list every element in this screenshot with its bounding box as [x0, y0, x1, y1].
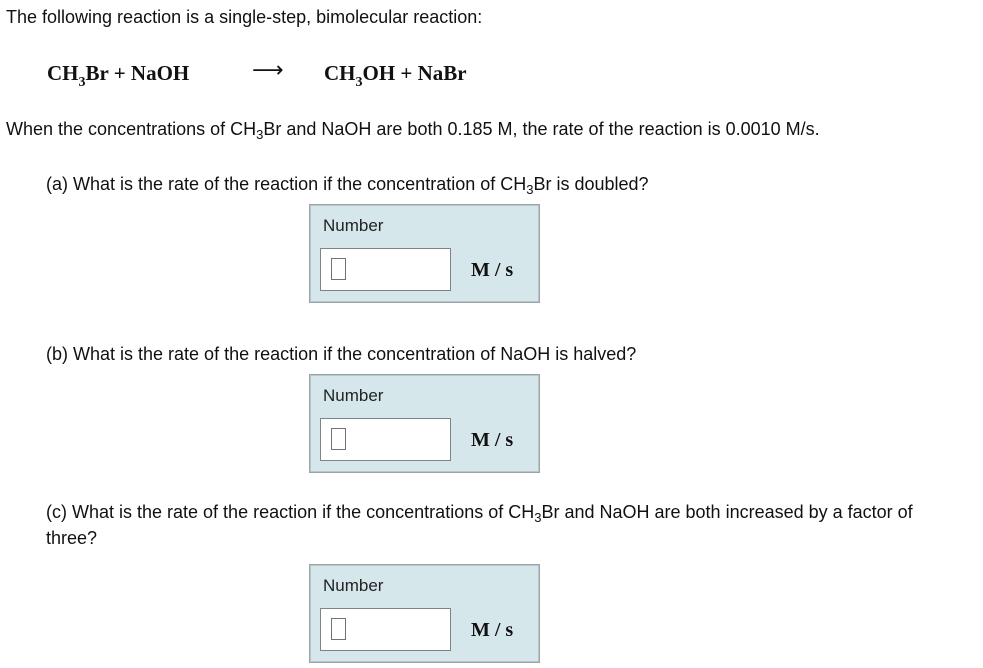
answer-a-input[interactable] [320, 248, 451, 291]
question-a-prefix: (a) What is the rate of the reaction if the concentration of CH [46, 174, 527, 194]
condition-subscript: 3 [256, 127, 264, 142]
question-b-text: (b) What is the rate of the reaction if the concentration of NaOH is halved? [46, 344, 637, 364]
answer-b-unit: M / s [471, 429, 514, 451]
question-a [46, 172, 966, 198]
answer-a-label: Number [323, 216, 384, 235]
question-a-suffix: Br is doubled? [533, 174, 649, 194]
answer-a-unit: M / s [471, 259, 514, 281]
answer-b-placeholder-box [331, 428, 346, 450]
answer-b-input[interactable] [320, 418, 451, 461]
condition-part-1: When the concentrations of CH [6, 119, 257, 139]
reactant-suffix: Br + NaOH [85, 61, 190, 85]
answer-c-label: Number [323, 576, 384, 595]
equation-products [324, 60, 467, 90]
question-a-subscript: 3 [526, 182, 534, 197]
question-c [46, 500, 956, 550]
answer-c-placeholder-box [331, 618, 346, 640]
answer-box-a [309, 204, 540, 303]
answer-box-c [309, 564, 540, 663]
question-b [46, 342, 966, 366]
answer-box-b [309, 374, 540, 473]
equation-reactants [47, 60, 189, 90]
question-c-suffix: Br and NaOH are both increased by a factor of three? [46, 502, 913, 548]
product-prefix: CH [324, 61, 356, 85]
answer-a-placeholder-box [331, 258, 346, 280]
answer-b-label: Number [323, 386, 384, 405]
intro-text: The following reaction is a single-step, bimolecular reaction: [6, 7, 483, 27]
condition-part-2: Br and NaOH are both 0.185 M, the rate of the reaction is 0.0010 M/s. [263, 119, 820, 139]
question-c-subscript: 3 [534, 510, 542, 525]
answer-c-input[interactable] [320, 608, 451, 651]
question-c-prefix: (c) What is the rate of the reaction if the concentrations of CH [46, 502, 535, 522]
reactant-prefix: CH [47, 61, 79, 85]
answer-c-unit: M / s [471, 619, 514, 641]
given-condition-text [6, 118, 820, 142]
product-subscript: 3 [355, 75, 363, 90]
product-suffix: OH + NaBr [362, 61, 467, 85]
reactant-subscript: 3 [78, 75, 86, 90]
reaction-arrow-icon: ⟶ [252, 58, 284, 83]
